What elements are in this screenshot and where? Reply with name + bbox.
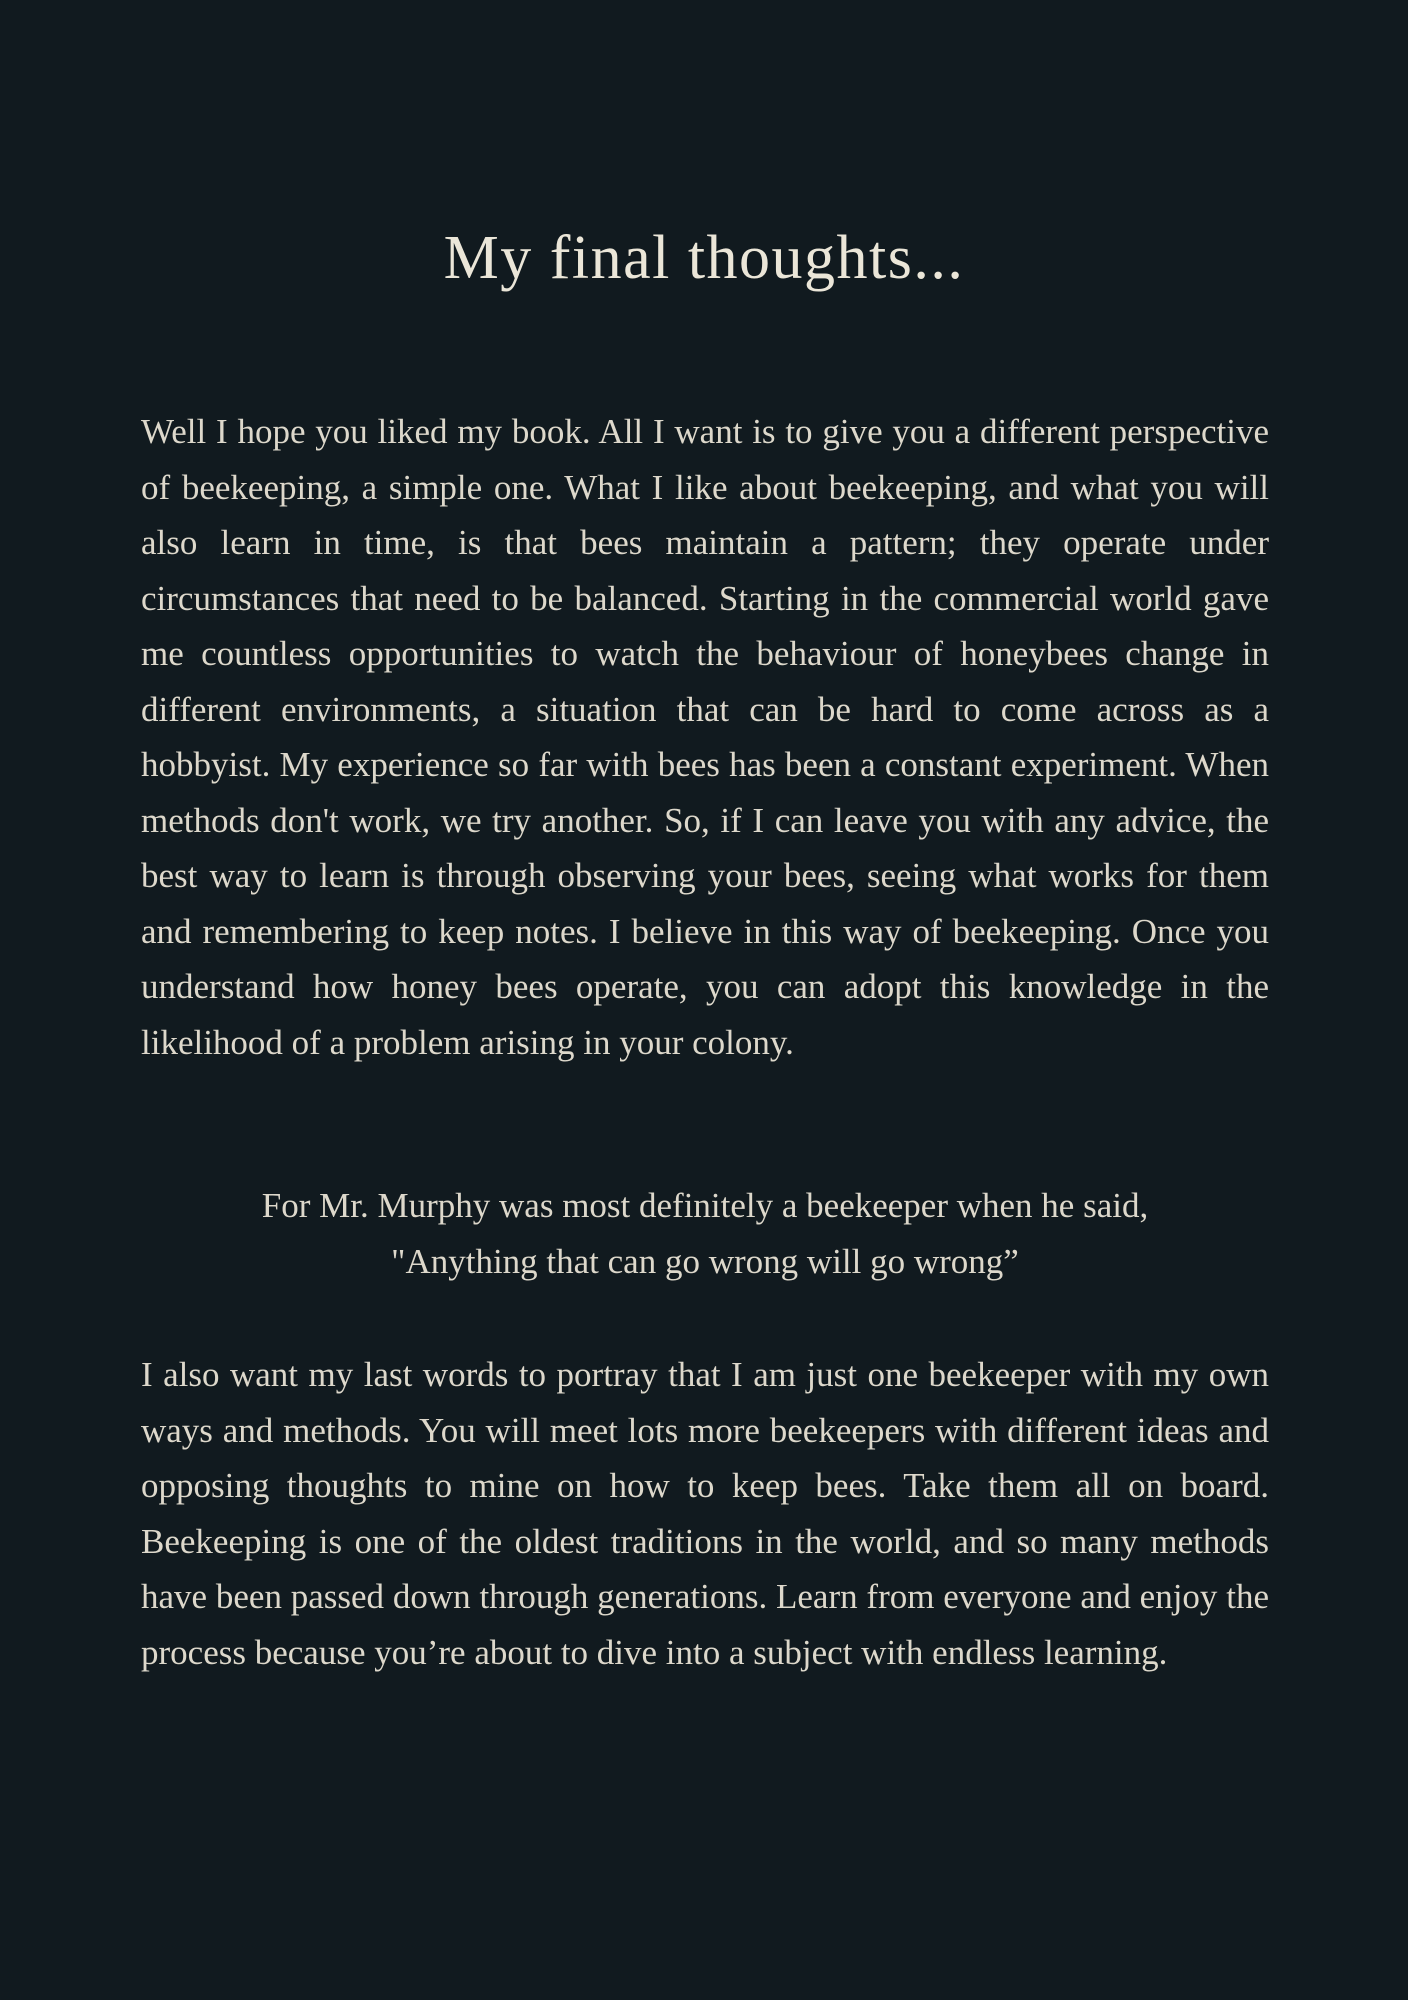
body-paragraph-2: I also want my last words to portray that I am just one beekeeper with my own ways and methods. You will meet lots more beekeepers with different ideas and opposing thoughts to mine on how to keep bees. Take them all on board. Beekeeping is one of the oldest traditions in the world, and so many methods have been passed down through generations. Learn from everyone and enjoy the process because you’re about to dive into a subject with endless learning. [141,1355,1269,1672]
quote-block [141,1178,1269,1290]
body-paragraph-1: Well I hope you liked my book. All I want is to give you a different perspective of beekeeping, a simple one. What I like about beekeeping, and what you will also learn in time, is that bees maintain a pattern; they operate under circumstances that need to be balanced. Starting in the commercial world gave me countless opportunities to watch the behaviour of honeybees change in different environments, a situation that can be hard to come across as a hobbyist. My experience so far with bees has been a constant experiment. When methods don't work, we try another. So, if I can leave you with any advice, the best way to learn is through observing your bees, seeing what works for them and remembering to keep notes. I believe in this way of beekeeping. Once you understand how honey bees operate, you can adopt this knowledge in the likelihood of a problem arising in your colony. [141,412,1269,1062]
page-title: My final thoughts... [443,224,965,292]
quote-line-1: For Mr. Murphy was most definitely a beekeeper when he said, [261,1186,1149,1225]
quote-line-2: "Anything that can go wrong will go wrong” [391,1242,1019,1281]
